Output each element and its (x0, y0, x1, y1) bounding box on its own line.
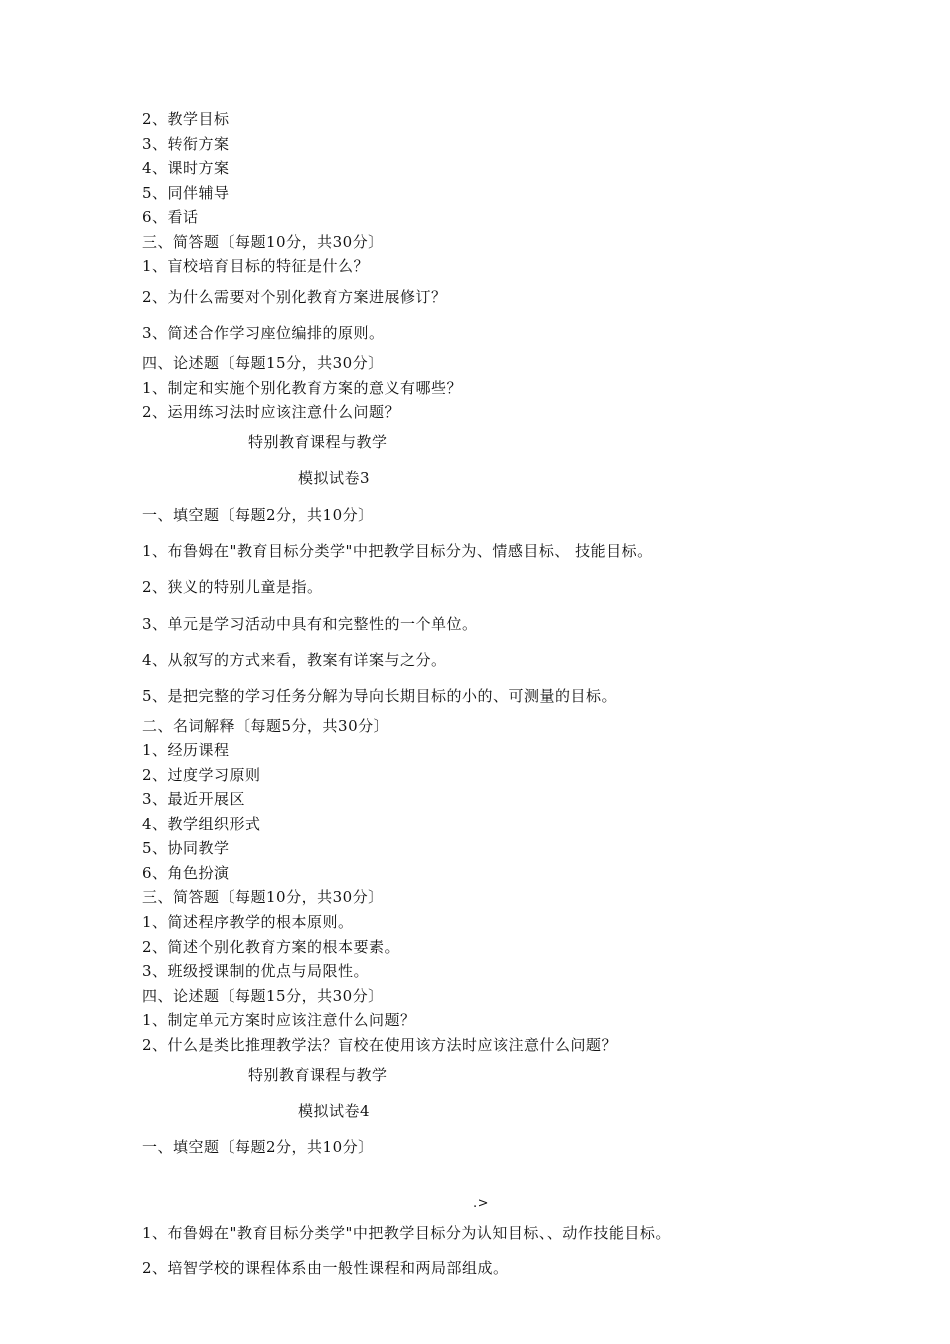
section-heading: 四、论述题〔每题15分，共30分〕 (142, 354, 384, 372)
section-heading: 三、简答题〔每题10分，共30分〕 (142, 233, 384, 251)
exam-line: 4、从叙写的方式来看，教案有详案与之分。 (142, 651, 447, 669)
exam-line: 1、盲校培育目标的特征是什么？ (142, 257, 370, 275)
exam-line: 5、同伴辅导 (142, 184, 230, 202)
section-heading: 三、简答题〔每题10分，共30分〕 (142, 888, 384, 906)
paper-title: 特别教育课程与教学 (248, 1066, 388, 1084)
exam-line: 3、简述合作学习座位编排的原则。 (142, 324, 385, 342)
page-mark: .> (473, 1196, 490, 1211)
exam-line: 2、教学目标 (142, 110, 230, 128)
exam-line: 1、制定和实施个别化教育方案的意义有哪些？ (142, 379, 463, 397)
section-heading: 一、填空题〔每题2分，共10分〕 (142, 1138, 374, 1156)
exam-line: 2、什么是类比推理教学法？盲校在使用该方法时应该注意什么问题？ (142, 1036, 618, 1054)
paper-title: 特别教育课程与教学 (248, 433, 388, 451)
exam-line: 2、简述个别化教育方案的根本要素。 (142, 938, 401, 956)
exam-line: 2、运用练习法时应该注意什么问题？ (142, 403, 401, 421)
exam-line: 3、转衔方案 (142, 135, 230, 153)
exam-line: 3、班级授课制的优点与局限性。 (142, 962, 370, 980)
paper-subtitle: 模拟试卷3 (298, 469, 371, 487)
exam-line: 3、单元是学习活动中具有和完整性的一个单位。 (142, 615, 478, 633)
exam-line: 1、经历课程 (142, 741, 230, 759)
exam-line: 2、狭义的特别儿童是指。 (142, 578, 323, 596)
section-heading: 二、名词解释〔每题5分，共30分〕 (142, 717, 390, 735)
exam-line: 6、角色扮演 (142, 864, 230, 882)
section-heading: 四、论述题〔每题15分，共30分〕 (142, 987, 384, 1005)
exam-line: 2、培智学校的课程体系由一般性课程和两局部组成。 (142, 1259, 509, 1277)
section-heading: 一、填空题〔每题2分，共10分〕 (142, 506, 374, 524)
exam-line: 5、协同教学 (142, 839, 230, 857)
exam-line: 1、简述程序教学的根本原则。 (142, 913, 354, 931)
exam-line: 1、布鲁姆在"教育目标分类学"中把教学目标分为、情感目标、 技能目标。 (142, 542, 653, 560)
exam-line: 1、制定单元方案时应该注意什么问题？ (142, 1011, 416, 1029)
exam-line: 2、为什么需要对个别化教育方案进展修订？ (142, 288, 447, 306)
paper-subtitle: 模拟试卷4 (298, 1102, 371, 1120)
exam-line: 6、看话 (142, 208, 199, 226)
exam-line: 3、最近开展区 (142, 790, 246, 808)
exam-line: 1、布鲁姆在"教育目标分类学"中把教学目标分为认知目标、、动作技能目标。 (142, 1224, 671, 1242)
exam-line: 4、教学组织形式 (142, 815, 261, 833)
exam-line: 2、过度学习原则 (142, 766, 261, 784)
exam-line: 4、课时方案 (142, 159, 230, 177)
exam-line: 5、是把完整的学习任务分解为导向长期目标的小的、可测量的目标。 (142, 687, 618, 705)
